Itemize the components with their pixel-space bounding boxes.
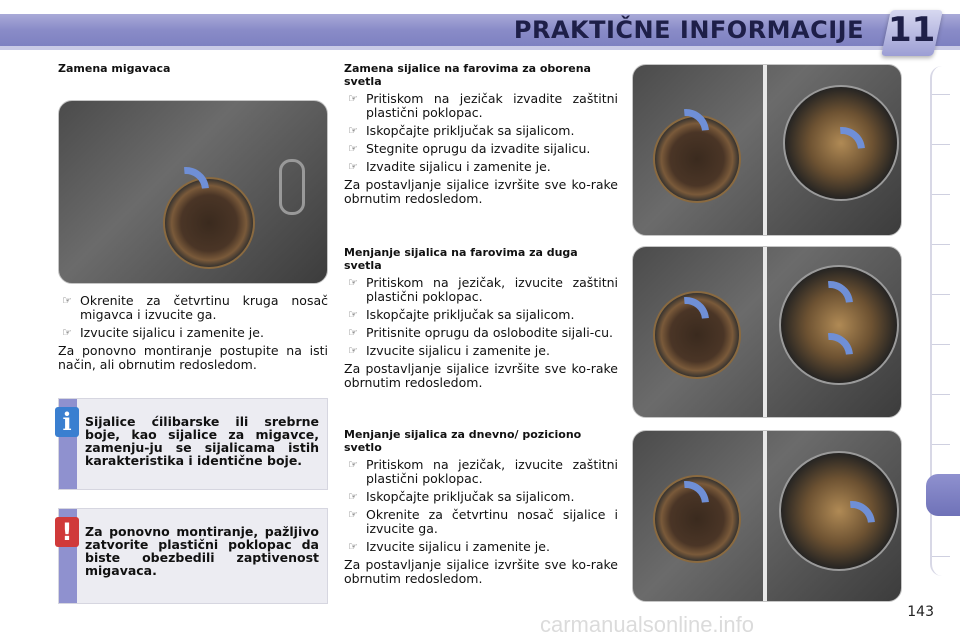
step-text: Iskopčajte priključak sa sijalicom.: [366, 123, 575, 138]
warning-icon: !: [55, 517, 79, 547]
connector-slot: [279, 159, 305, 215]
step-text: Stegnite oprugu da izvadite sijalicu.: [366, 141, 591, 156]
daytime-light-section: [344, 428, 618, 585]
high-beam-photo: [632, 246, 902, 418]
step-item: [58, 294, 328, 322]
step-item: [344, 540, 618, 554]
warning-note: [58, 508, 328, 604]
hand-pointer-icon: ☞: [348, 142, 358, 155]
low-beam-section: [344, 62, 618, 205]
turn-signal-section: [58, 62, 328, 75]
page-header: [0, 0, 960, 58]
info-note-text: Sijalice ćilibarske ili srebrne boje, kao sijalice za migavce, zamenju-ju se sijalicama istih karakteristika i identične boje.: [85, 414, 319, 468]
hand-pointer-icon: ☞: [348, 326, 358, 339]
header-stripe: [0, 46, 960, 50]
reassembly-note: Za postavljanje sijalice izvršite sve ko-rake obrnutim redosledom.: [344, 361, 618, 390]
step-item: [344, 124, 618, 138]
daytime-light-photo: [632, 430, 902, 602]
step-text: Iskopčajte priključak sa sijalicom.: [366, 307, 575, 322]
reassembly-note: Za postavljanje sijalice izvršite sve ko-rake obrnutim redosledom.: [344, 557, 618, 586]
hand-pointer-icon: ☞: [348, 308, 358, 321]
hand-pointer-icon: ☞: [348, 508, 358, 521]
low-beam-photo: [632, 64, 902, 236]
hand-pointer-icon: ☞: [348, 490, 358, 503]
step-text: Pritiskom na jezičak, izvucite zaštitni plastični poklopac.: [366, 457, 618, 486]
hand-pointer-icon: ☞: [348, 124, 358, 137]
chapter-title: PRAKTIČNE INFORMACIJE: [513, 16, 864, 44]
tab-tick: [932, 194, 950, 195]
step-text: Okrenite za četvrtinu nosač sijalice i izvucite ga.: [366, 507, 618, 536]
reassembly-note: Za ponovno montiranje postupite na isti način, ali obrnutim redosledom.: [58, 343, 328, 372]
tab-tick: [932, 94, 950, 95]
tab-tick: [932, 144, 950, 145]
watermark: carmanualsonline.info: [540, 612, 755, 637]
step-item: [344, 160, 618, 174]
step-item: [344, 92, 618, 120]
step-text: Pritisnite oprugu da oslobodite sijali-cu.: [366, 325, 613, 340]
section-heading: Zamena migavaca: [58, 62, 171, 75]
photo-divider: [763, 431, 767, 601]
hand-pointer-icon: ☞: [348, 160, 358, 173]
step-item: [344, 490, 618, 504]
section-heading: Menjanje sijalica za dnevno/ poziciono svetlo: [344, 428, 582, 454]
tab-tick: [932, 556, 950, 557]
high-beam-section: [344, 246, 618, 389]
warning-note-text: Za ponovno montiranje, pažljivo zatvorite plastični poklopac da biste obezbedili zaptivenost migavaca.: [85, 524, 319, 578]
step-text: Izvadite sijalicu i zamenite je.: [366, 159, 551, 174]
hand-pointer-icon: ☞: [62, 326, 72, 339]
step-text: Okrenite za četvrtinu kruga nosač migavca i izvucite ga.: [80, 293, 328, 322]
step-item: [344, 344, 618, 358]
hand-pointer-icon: ☞: [348, 344, 358, 357]
photo-divider: [763, 65, 767, 235]
step-text: Izvucite sijalicu i zamenite je.: [80, 325, 264, 340]
tab-tick: [932, 444, 950, 445]
tab-tick: [932, 244, 950, 245]
step-text: Iskopčajte priključak sa sijalicom.: [366, 489, 575, 504]
turn-signal-photo: [58, 100, 328, 284]
step-text: Pritiskom na jezičak, izvucite zaštitni plastični poklopac.: [366, 275, 618, 304]
hand-pointer-icon: ☞: [62, 294, 72, 307]
info-note: [58, 398, 328, 490]
reassembly-note: Za postavljanje sijalice izvršite sve ko-rake obrnutim redosledom.: [344, 177, 618, 206]
photo-divider: [763, 247, 767, 417]
page-number: 143: [907, 604, 934, 620]
step-text: Pritiskom na jezičak izvadite zaštitni plastični poklopac.: [366, 91, 618, 120]
step-item: [344, 308, 618, 322]
step-item: [344, 276, 618, 304]
turn-signal-steps: [58, 290, 328, 371]
step-text: Izvucite sijalicu i zamenite je.: [366, 539, 550, 554]
section-heading: Menjanje sijalica na farovima za duga svetla: [344, 246, 578, 272]
step-text: Izvucite sijalicu i zamenite je.: [366, 343, 550, 358]
step-item: [344, 326, 618, 340]
active-chapter-tab[interactable]: [926, 474, 960, 516]
section-heading: Zamena sijalice na farovima za oborena svetla: [344, 62, 591, 88]
step-item: [344, 508, 618, 536]
step-item: [344, 142, 618, 156]
hand-pointer-icon: ☞: [348, 276, 358, 289]
step-item: [344, 458, 618, 486]
step-item: [58, 326, 328, 340]
hand-pointer-icon: ☞: [348, 458, 358, 471]
hand-pointer-icon: ☞: [348, 92, 358, 105]
chapter-number: 11: [888, 10, 936, 50]
hand-pointer-icon: ☞: [348, 540, 358, 553]
tab-tick: [932, 344, 950, 345]
tab-tick: [932, 294, 950, 295]
info-icon: i: [55, 407, 79, 437]
tab-tick: [932, 394, 950, 395]
